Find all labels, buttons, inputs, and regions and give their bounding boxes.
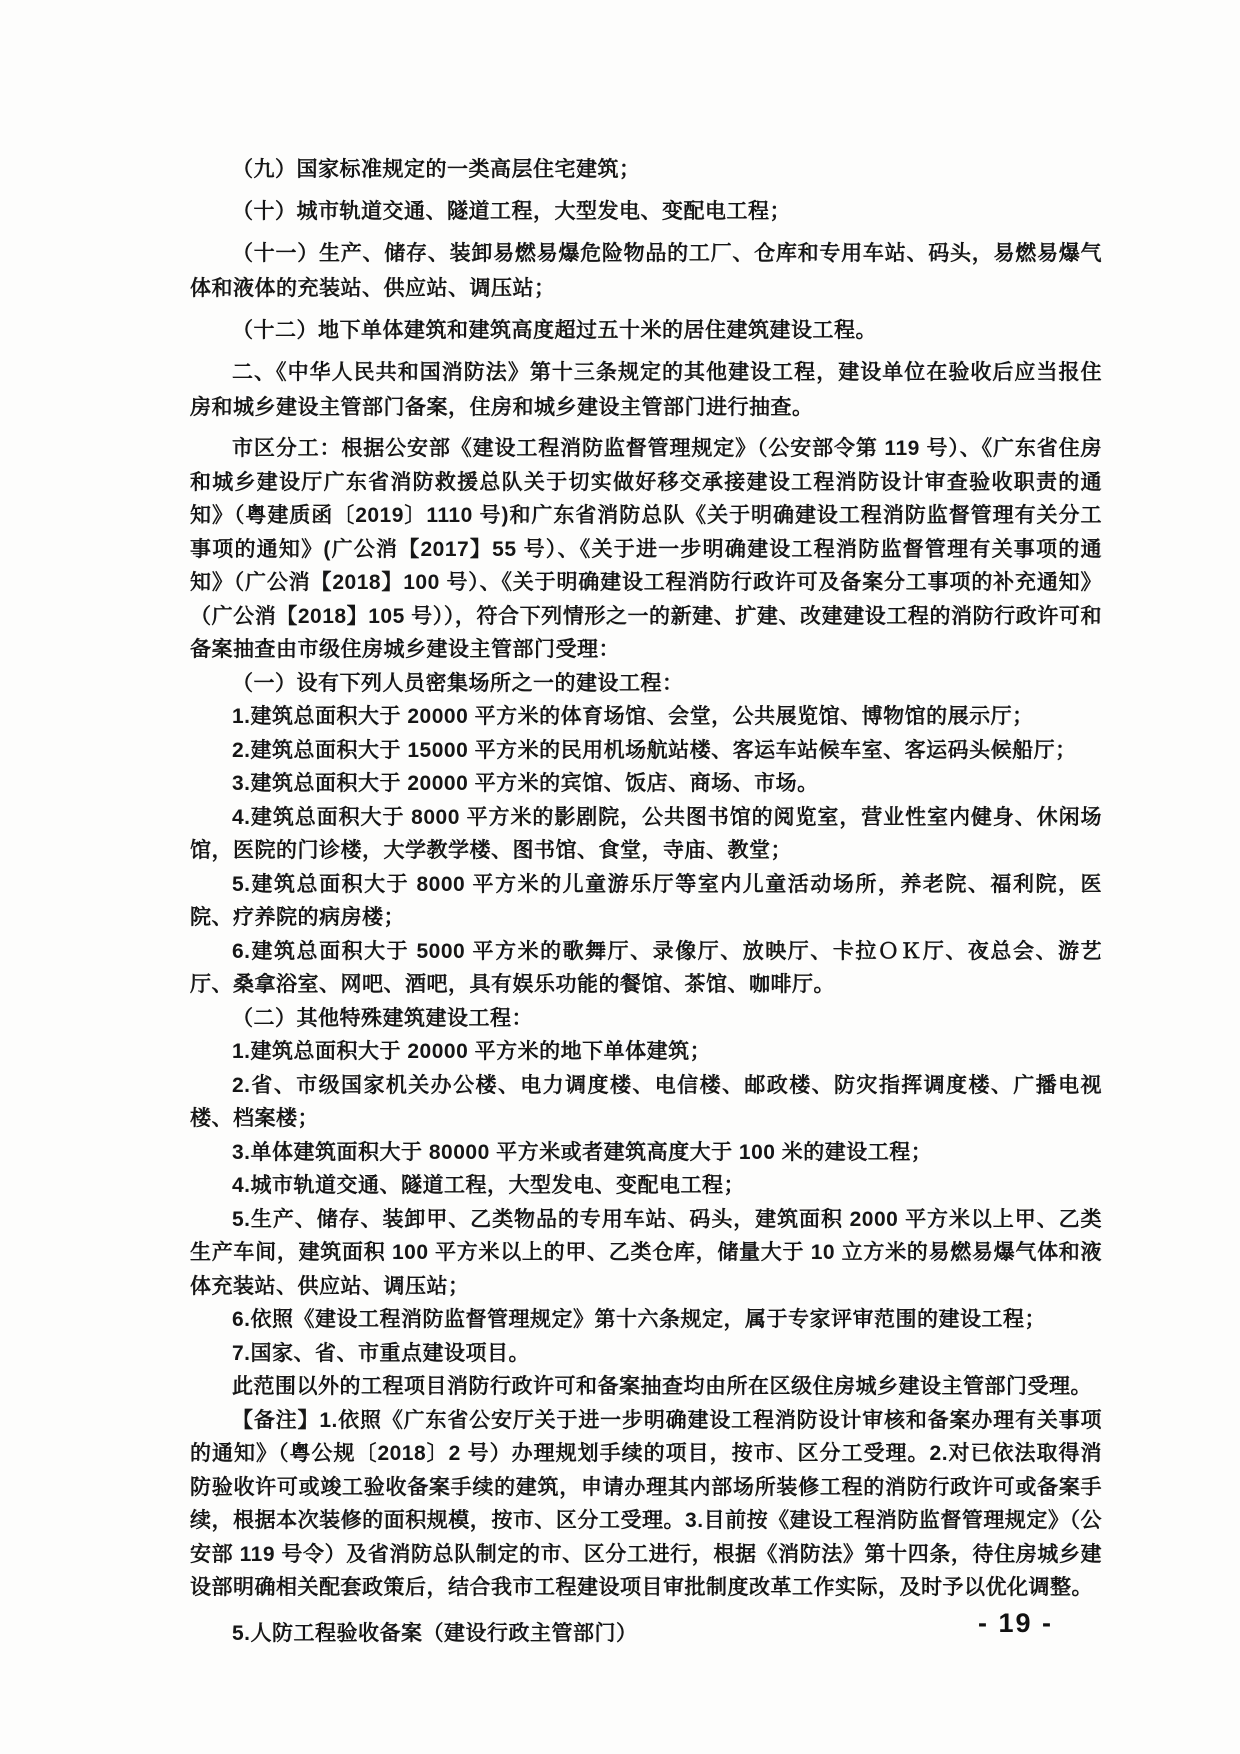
list-item: 7.国家、省、市重点建设项目。 [232, 1341, 531, 1365]
page-number: - 19 - [977, 1608, 1053, 1638]
document-body [190, 152, 1102, 1651]
list-item: 2.建筑总面积大于 15000 平方米的民用机场航站楼、客运车站候车室、客运码头候船厅； [232, 738, 1077, 762]
section-heading: 5.人防工程验收备案（建设行政主管部门） [232, 1621, 638, 1645]
list-item: 3.建筑总面积大于 20000 平方米的宾馆、饭店、商场、市场。 [232, 772, 819, 795]
list-item: 4.城市轨道交通、隧道工程，大型发电、变配电工程； [232, 1174, 746, 1197]
doc-paragraph: 二、《中华人民共和国消防法》第十三条规定的其他建设工程，建设单位在验收后应当报住房和城乡建设主管部门备案，住房和城乡建设主管部门进行抽查。 [190, 361, 1102, 419]
section-clauses [190, 152, 1102, 425]
doc-paragraph: （二）其他特殊建筑建设工程： [232, 1006, 533, 1030]
list-item: 2.省、市级国家机关办公楼、电力调度楼、电信楼、邮政楼、防灾指挥调度楼、广播电视楼、档案楼； [190, 1073, 1102, 1130]
list-item: 5.生产、储存、装卸甲、乙类物品的专用车站、码头，建筑面积 2000 平方米以上甲、乙类生产车间，建筑面积 100 平方米以上的甲、乙类仓库，储量大于 10 立方米的易燃易爆气体和液体充装站、供应站、调压站； [190, 1207, 1102, 1298]
doc-paragraph: 市区分工：根据公安部《建设工程消防监督管理规定》（公安部令第 119 号）、《广东省住房和城乡建设厅广东省消防救援总队关于切实做好移交承接建设工程消防设计审查验收职责的通知》（粤建质函〔2019〕1110 号)和广东省消防总队《关于明确建设工程消防监督管理有关分工事项的通知》(广公消【2017】55 号）、《关于进一步明确建设工程消防监督管理有关事项的通知》（广公消【2018】100 号）、《关于明确建设工程消防行政许可及备案分工事项的补充通知》（广公消【2018】105 号）），符合下列情形之一的新建、扩建、改建建设工程的消防行政许可和备案抽查由市级住房城乡建设主管部门受理： [190, 437, 1102, 661]
doc-paragraph: 此范围以外的工程项目消防行政许可和备案抽查均由所在区级住房城乡建设主管部门受理。 [232, 1375, 1092, 1398]
list-item: 3.单体建筑面积大于 80000 平方米或者建筑高度大于 100 米的建设工程； [232, 1140, 933, 1164]
doc-paragraph: （一）设有下列人员密集场所之一的建设工程： [232, 671, 684, 695]
section-city-district-division [190, 432, 1102, 1605]
list-item: 4.建筑总面积大于 8000 平方米的影剧院，公共图书馆的阅览室，营业性室内健身、休闲场馆，医院的门诊楼，大学教学楼、图书馆、食堂，寺庙、教堂； [190, 805, 1102, 862]
doc-paragraph: （十）城市轨道交通、隧道工程，大型发电、变配电工程； [232, 200, 791, 223]
remarks-paragraph: 【备注】1.依照《广东省公安厅关于进一步明确建设工程消防设计审核和备案办理有关事项的通知》（粤公规〔2018〕2 号）办理规划手续的项目，按市、区分工受理。2.对已依法取得消防验收许可或竣工验收备案手续的建筑，申请办理其内部场所装修工程的消防行政许可或备案手续，根据本次装修的面积规模，按市、区分工受理。3.目前按《建设工程消防监督管理规定》（公安部 119 号令）及省消防总队制定的市、区分工进行，根据《消防法》第十四条，待住房城乡建设部明确相关配套政策后，结合我市工程建设项目审批制度改革工作实际，及时予以优化调整。 [190, 1408, 1102, 1599]
list-item: 1.建筑总面积大于 20000 平方米的地下单体建筑； [232, 1040, 712, 1063]
doc-paragraph: （九）国家标准规定的一类高层住宅建筑； [232, 158, 641, 181]
list-item: 1.建筑总面积大于 20000 平方米的体育场馆、会堂，公共展览馆、博物馆的展示厅； [232, 705, 1034, 728]
doc-paragraph: （十二）地下单体建筑和建筑高度超过五十米的居住建筑建设工程。 [232, 319, 877, 342]
list-item: 6.建筑总面积大于 5000 平方米的歌舞厅、录像厅、放映厅、卡拉ＯＫ厅、夜总会、游艺厅、桑拿浴室、网吧、酒吧，具有娱乐功能的餐馆、茶馆、咖啡厅。 [190, 939, 1102, 996]
list-item: 5.建筑总面积大于 8000 平方米的儿童游乐厅等室内儿童活动场所，养老院、福利院，医院、疗养院的病房楼； [190, 872, 1102, 929]
doc-paragraph: （十一）生产、储存、装卸易燃易爆危险物品的工厂、仓库和专用车站、码头，易燃易爆气体和液体的充装站、供应站、调压站； [190, 242, 1102, 300]
list-item: 6.依照《建设工程消防监督管理规定》第十六条规定，属于专家评审范围的建设工程； [232, 1308, 1047, 1331]
